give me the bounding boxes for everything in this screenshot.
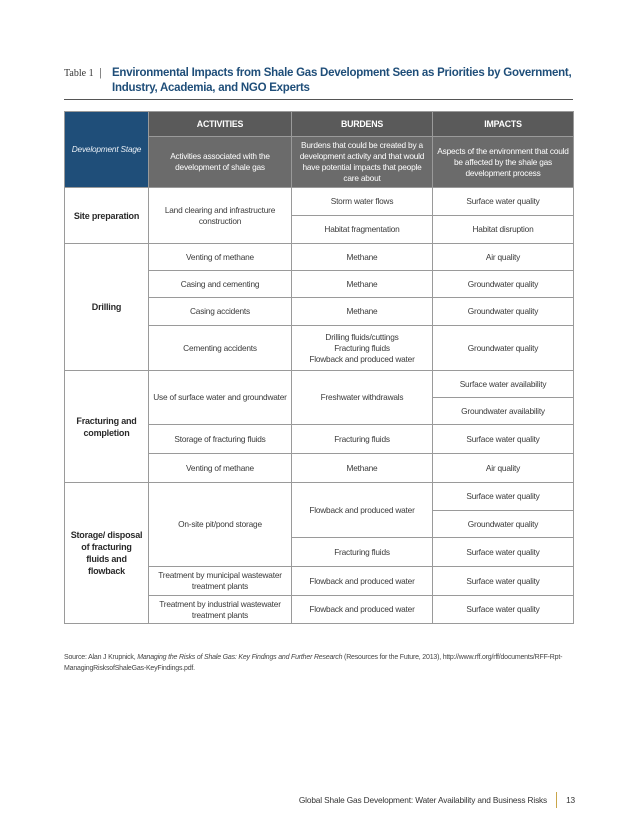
source-note xyxy=(64,652,579,674)
impact-cell: Air quality xyxy=(433,454,574,483)
table-row xyxy=(65,244,574,271)
table-row xyxy=(65,188,574,216)
table-row xyxy=(65,371,574,398)
burdens-header: BURDENS xyxy=(292,112,433,137)
activity-cell: Casing accidents xyxy=(149,298,292,326)
burdens-description: Burdens that could be created by a development activity and that would have potential impacts that people care about xyxy=(292,137,433,188)
burden-cell: Methane xyxy=(292,271,433,298)
impacts-header: IMPACTS xyxy=(433,112,574,137)
header-row xyxy=(65,112,574,137)
activity-cell: Use of surface water and groundwater xyxy=(149,371,292,425)
page-footer xyxy=(299,792,575,808)
source-prefix: Source: Alan J Krupnick, xyxy=(64,654,138,661)
table-title: Environmental Impacts from Shale Gas Development Seen as Priorities by Government, Industry, Academia, and NGO Experts xyxy=(112,67,572,94)
activity-cell: Cementing accidents xyxy=(149,326,292,371)
impact-cell: Groundwater quality xyxy=(433,298,574,326)
impact-cell: Surface water quality xyxy=(433,567,574,596)
caption-rule xyxy=(64,99,573,100)
impacts-description: Aspects of the environment that could be affected by the shale gas development process xyxy=(433,137,574,188)
footer-divider xyxy=(556,792,557,808)
impact-cell: Habitat disruption xyxy=(433,216,574,244)
stage-drilling: Drilling xyxy=(65,244,149,371)
impact-cell: Surface water availability xyxy=(433,371,574,398)
activity-cell: Storage of fracturing fluids xyxy=(149,425,292,454)
activities-description: Activities associated with the development of shale gas xyxy=(149,137,292,188)
burden-cell: Fracturing fluids xyxy=(292,538,433,567)
burden-line: Drilling fluids/cuttings xyxy=(325,331,399,342)
impact-cell: Surface water quality xyxy=(433,538,574,567)
caption-separator: | xyxy=(99,67,102,79)
burden-line: Flowback and produced water xyxy=(309,353,415,364)
activity-cell: On-site pit/pond storage xyxy=(149,483,292,567)
impact-cell: Groundwater quality xyxy=(433,271,574,298)
table-number: Table 1 xyxy=(64,68,94,79)
impact-cell: Surface water quality xyxy=(433,596,574,624)
activity-cell: Venting of methane xyxy=(149,454,292,483)
activity-cell: Casing and cementing xyxy=(149,271,292,298)
impact-cell: Groundwater quality xyxy=(433,326,574,371)
activity-cell: Treatment by municipal wastewater treatment plants xyxy=(149,567,292,596)
activity-cell: Treatment by industrial wastewater treatment plants xyxy=(149,596,292,624)
activity-cell: Land clearing and infrastructure construction xyxy=(149,188,292,244)
source-title: Managing the Risks of Shale Gas: Key Findings and Further Research xyxy=(137,654,343,661)
source-suffix: (Resources for the Future, 2013), http://www.rff.org/rff/documents/RFF-Rpt-ManagingRisksofShaleGas-KeyFindings.pdf. xyxy=(64,654,563,672)
burden-cell: Methane xyxy=(292,244,433,271)
stage-site-preparation: Site preparation xyxy=(65,188,149,244)
burden-cell: Flowback and produced water xyxy=(292,567,433,596)
impact-cell: Surface water quality xyxy=(433,425,574,454)
impacts-table xyxy=(64,111,574,624)
burden-cell: Habitat fragmentation xyxy=(292,216,433,244)
burden-cell: Fracturing fluids xyxy=(292,425,433,454)
burden-cell: Methane xyxy=(292,298,433,326)
impact-cell: Groundwater availability xyxy=(433,398,574,425)
burden-cell: Flowback and produced water xyxy=(292,596,433,624)
development-stage-header: Development Stage xyxy=(65,112,149,188)
burden-cell: Storm water flows xyxy=(292,188,433,216)
footer-title: Global Shale Gas Development: Water Availability and Business Risks xyxy=(298,795,548,805)
impact-cell: Groundwater quality xyxy=(433,511,574,538)
burden-cell: Freshwater withdrawals xyxy=(292,371,433,425)
page-number: 13 xyxy=(566,795,575,805)
impact-cell: Surface water quality xyxy=(433,188,574,216)
activity-cell: Venting of methane xyxy=(149,244,292,271)
impact-cell: Air quality xyxy=(433,244,574,271)
stage-fracturing-completion: Fracturing and completion xyxy=(65,371,149,483)
burden-cell xyxy=(292,326,433,371)
impact-cell: Surface water quality xyxy=(433,483,574,511)
burden-line: Fracturing fluids xyxy=(334,342,390,353)
burden-cell: Methane xyxy=(292,454,433,483)
stage-storage-disposal: Storage/ disposal of fracturing fluids and flowback xyxy=(65,483,149,624)
burden-cell: Flowback and produced water xyxy=(292,483,433,538)
activities-header: ACTIVITIES xyxy=(149,112,292,137)
table-row xyxy=(65,483,574,511)
